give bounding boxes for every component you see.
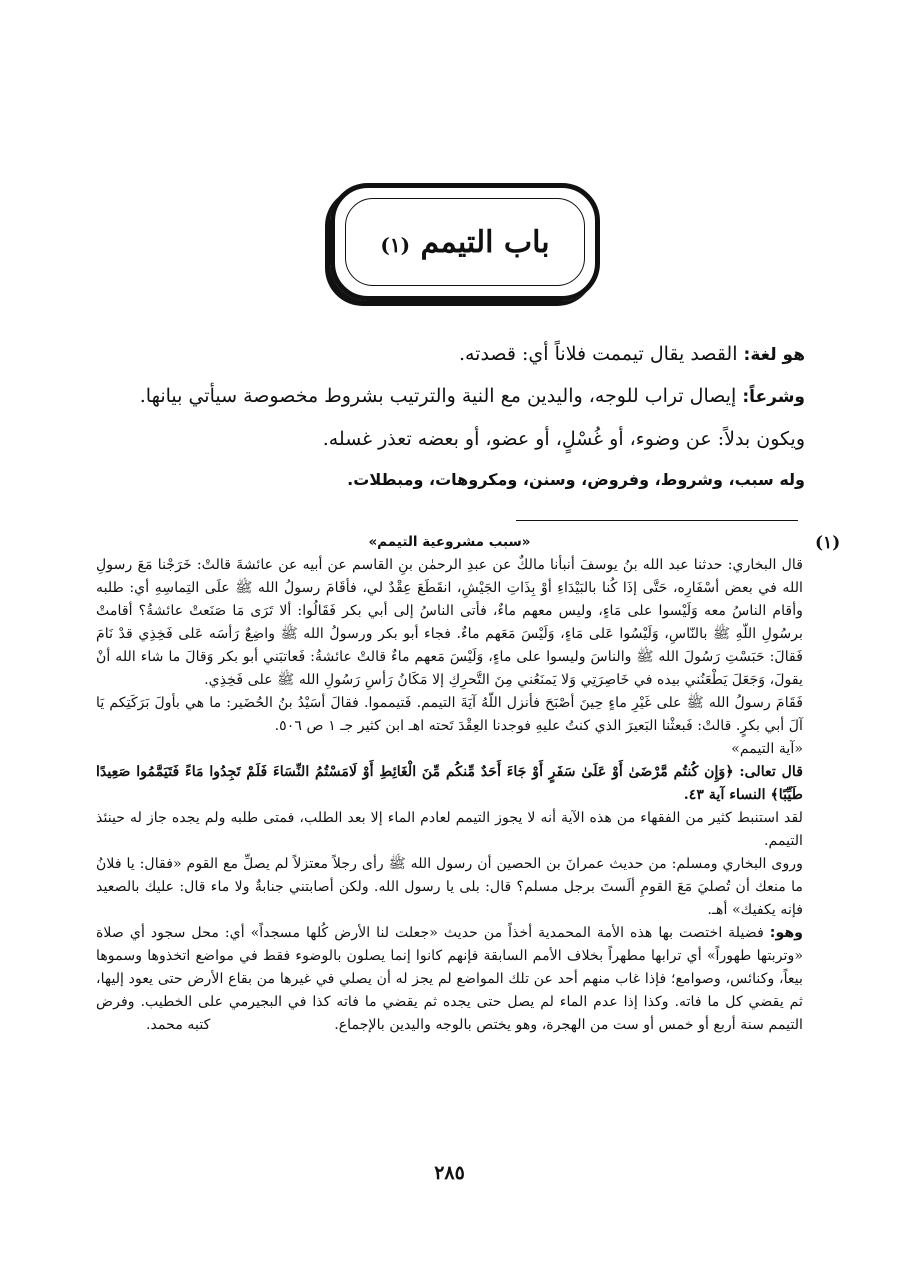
- chapter-title-frame: [330, 183, 600, 301]
- footnote-separator: [516, 520, 798, 521]
- footnote-heading: «سبب مشروعية التيمم»: [368, 534, 531, 550]
- intro-line-1: [95, 343, 805, 365]
- footnote-para-1: قال البخاري: حدثنا عبد الله بنُ يوسفَ أنبأنا مالكٌ عن عبدِ الرحمٰن بنِ القاسم عن أبيه عن عائشةَ قالتْ: خَرَجْنا مَعَ رسولِ الله في بعض أسْفَارِه، حَتَّى إذَا كُنا بالبَيْدَاءِ أوْ بِذَاتِ الجَيْشِ، انقَطَعَ عِقْدٌ لي، فأقَامَ رسولُ الله ﷺ علَى التِماسِهِ أي: طلبه وأقام الناسُ معه وَلَيْسوا على مَاءٍ، وليس معهم ماءٌ، فأتى الناسُ إلى أبي بكر فَقَالُوا: ألا تَرَى مَا صَنَعتْ عائشةُ؟ أقامتْ برسُولِ اللّهِ ﷺ بالنّاسِ، وَلَيْسُوا عَلى مَاءٍ، وَلَيْسَ مَعَهم ماءٌ. فجاء أبو بكر ورسولُ الله ﷺ واضِعٌ رَأسَه عَلى فَخِذِي قدْ نَامَ فَقالَ: حَبَسْتِ رَسُولَ الله ﷺ والناسَ وليسوا على ماءٍ، وَلَيْسَ مَعهم ماءٌ قالتْ عائشةُ: فَعاتبَني أبو بكر وَقالَ ما شاء الله أنْ يقولَ، وَجَعَلَ يَطْعَنُني بيده في خَاصِرَتِي وَلا يَمنَعُني مِنَ التَّحرِكِ إلا مَكَانُ رَأسِ رَسُولِ الله ﷺ على فَخِذِي.: [96, 557, 803, 688]
- intro-line-3-text: ويكون بدلاً: عن وضوء، أو غُسْلٍ، أو عضو، أو بعضه تعذر غسله.: [322, 428, 805, 450]
- footnote-para-4: لقد استنبط كثير من الفقهاء من هذه الآية أنه لا يجوز التيمم لعادم الماء إلا بعد الطلب، فمتى طلبه ولم يجده جاز له حينئذ التيمم.: [96, 810, 803, 849]
- intro-line-3: [95, 428, 805, 450]
- footnote-heading-2: «آية التيمم»: [731, 741, 803, 757]
- footnote-para-6-term: وهو:: [769, 925, 803, 941]
- footnote-para-6-text: فضيلة اختصت بها هذه الأمة المحمدية أخذاً من حديث «جعلت لنا الأرض كُلها مسجداً» أي: محل سجود أي صلاة «وتربتها طهوراً» أي ترابها مطهراً بخلاف الأمم السابقة فإنهم كانوا إنما يصلون بالوضوء فقط في مواضع اتخذوها وسموها بيعاً، وكنائس، وصوامع؛ فإذا غاب منهم أحد عن تلك المواضع لم يجز له أن يصلي في غيرها من بقاع الأرض حتى يعود إليها، ثم يقضي كل ما فاته. وكذا إذا عدم الماء لم يصل حتى يجده ثم يقضي ما فاته كذا في البجيرمي على الخطيب. وفرض التيمم سنة أربع أو خمس أو ست من الهجرة، وهو يختص بالوجه واليدين بالإجماع.: [96, 925, 803, 1033]
- chapter-footnote-ref: (١): [380, 232, 411, 257]
- chapter-title: [380, 225, 549, 260]
- chapter-title-inner: [345, 198, 585, 286]
- intro-line-4-text: وله سبب، وشروط، وفروض، وسنن، ومكروهات، ومبطلات.: [347, 470, 805, 489]
- intro-line-2: [95, 385, 805, 407]
- intro-line-1-text: القصد يقال تيممت فلاناً أي: قصدته.: [458, 343, 744, 365]
- footnote-para-2: فَقَامَ رسولُ الله ﷺ على غَيْرِ ماءٍ حِينَ أصْبَحَ فأنزل اللّهُ آيَةَ التيمم. فَتيمموا. فقالَ أسَيْدُ بنُ الحُضَير: ما هي بأولَ بَرَكَتِكم يَا آلَ أبي بكرٍ. قالتْ: فَبعثْنا البَعيرَ الذي كنتُ عليهِ فوجدنا العِقْدَ تَحته اهـ ابن كثير جـ ١ ص ٥٠٦.: [96, 695, 803, 734]
- chapter-title-text: باب التيمم: [420, 224, 550, 260]
- footnote-para-5: وروى البخاري ومسلم: من حديث عمرانَ بن الحصين أن رسول الله ﷺ رأى رجلاً معتزلاً لم يصلِّ مع القوم «فقال: يا فلانُ ما منعك أن تُصليَ مَعَ القومِ ألَستَ برجل مسلم؟ قال: بلى يا رسول الله. ولكن أصابتني جنابةٌ ولا ماء قال: عليك بالصعيد فإنه يكفيك» أهـ.: [96, 856, 803, 918]
- intro-term-shar: وشرعاً:: [742, 387, 805, 407]
- intro-line-2-text: إيصال تراب للوجه، واليدين مع النية والترتيب بشروط مخصوصة سيأتي بيانها.: [139, 385, 743, 407]
- footnote-number: (١): [815, 533, 841, 553]
- page-number: ٢٨٥: [434, 1162, 465, 1184]
- intro-term-lugha: هو لغة:: [743, 345, 805, 365]
- footnote-para-3: قال تعالى: ﴿وَإِن كُنتُم مَّرْضَىٰ أَوْ عَلَىٰ سَفَرٍ أَوْ جَاءَ أَحَدٌ مِّنكُم مِّنَ الْغَائِطِ أَوْ لَامَسْتُمُ النِّسَاءَ فَلَمْ تَجِدُوا مَاءً فَتَيَمَّمُوا صَعِيدًا طَيِّبًا﴾ النساء آية ٤٣.: [96, 764, 803, 803]
- footnote-signature: كتبه محمد.: [146, 1017, 211, 1033]
- footnote-body: [96, 531, 803, 1037]
- intro-line-4: [95, 470, 805, 489]
